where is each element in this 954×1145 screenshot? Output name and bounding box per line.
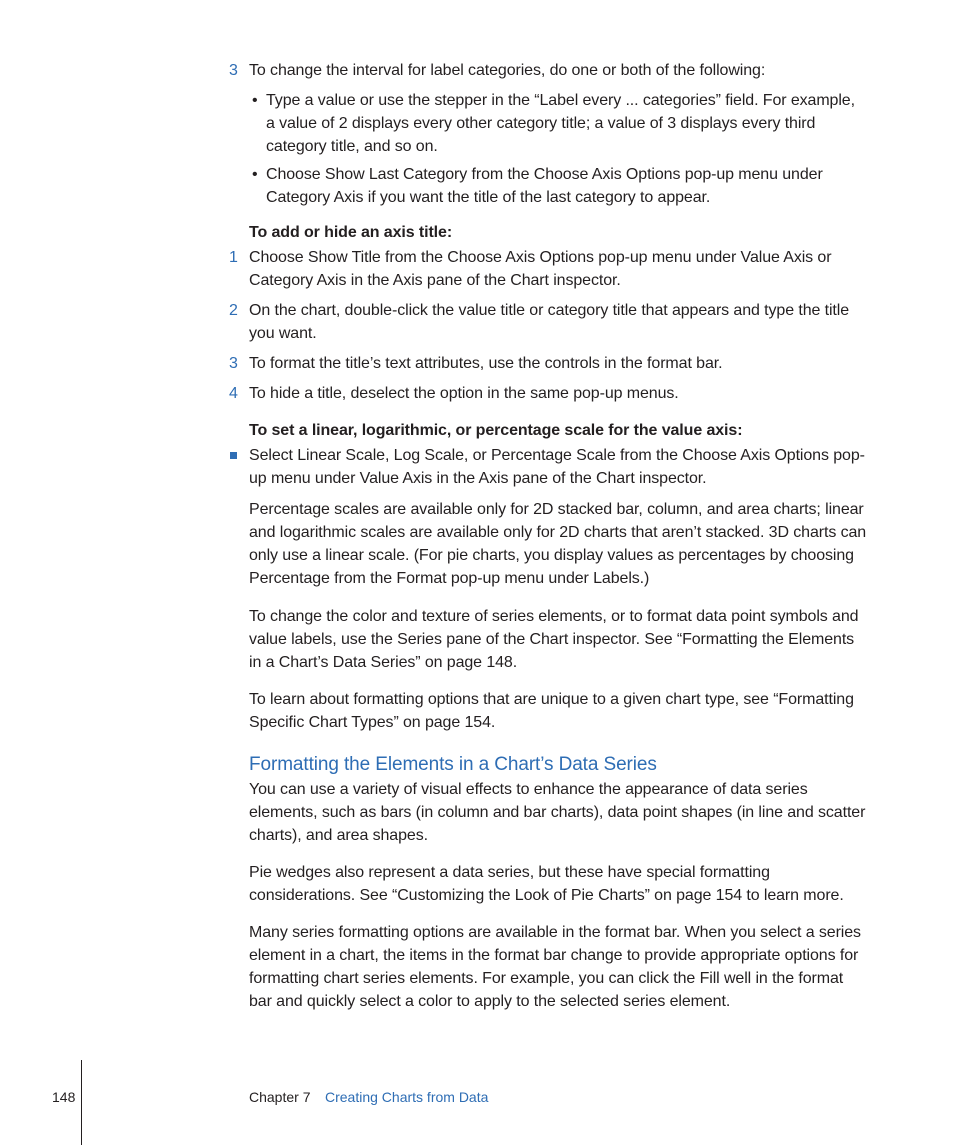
- paragraph: You can use a variety of visual effects to enhance the appearance of data series elements, such as bars (in column and bar charts), data point shapes (in line and scatter charts), and area shapes.: [249, 781, 866, 844]
- square-bullet-icon: [230, 452, 237, 459]
- step-number: 4: [229, 385, 238, 402]
- paragraph: Percentage scales are available only for 2D stacked bar, column, and area charts; linear and logarithmic scales are available only for 2D charts that aren’t stacked. 3D charts can only use a linear scale. (For pie charts, you display values as percentages by choosing Percentage from the Format pop-up menu under Labels.): [249, 501, 867, 587]
- page-number: 148: [52, 1089, 76, 1105]
- step-text: To hide a title, deselect the option in the same pop-up menus.: [249, 385, 679, 402]
- step-number: 3: [229, 62, 238, 79]
- section-title: Formatting the Elements in a Chart’s Data Series: [249, 754, 657, 775]
- step-text: On the chart, double-click the value title or category title that appears and type the title you want.: [249, 302, 850, 342]
- bullet-icon: •: [252, 166, 258, 183]
- paragraph: To learn about formatting options that are unique to a given chart type, see “Formatting Specific Chart Types” on page 154.: [249, 691, 854, 731]
- paragraph: Many series formatting options are available in the format bar. When you select a series element in a chart, the items in the format bar change to provide appropriate options for formatting chart series elements. For example, you can click the Fill well in the format bar and quickly select a color to apply to the selected series element.: [249, 924, 861, 1010]
- paragraph: To change the color and texture of series elements, or to format data point symbols and value labels, use the Series pane of the Chart inspector. See “Formatting the Elements in a Chart’s Data Series” on page 148.: [249, 608, 859, 671]
- bullet-icon: •: [252, 92, 258, 109]
- step-number: 1: [229, 249, 238, 266]
- task-heading: To add or hide an axis title:: [249, 224, 453, 241]
- chapter-title: Creating Charts from Data: [325, 1089, 489, 1105]
- step-text: To change the interval for label categories, do one or both of the following:: [249, 62, 766, 79]
- bullet-text: Choose Show Last Category from the Choose Axis Options pop-up menu under Category Axis if you want the title of the last category to appear.: [266, 166, 823, 206]
- step-text: Choose Show Title from the Choose Axis Options pop-up menu under Value Axis or Category Axis in the Axis pane of the Chart inspector.: [249, 249, 832, 289]
- step-number: 3: [229, 355, 238, 372]
- step-text: To format the title’s text attributes, use the controls in the format bar.: [249, 355, 723, 372]
- footer-divider: [81, 1060, 82, 1145]
- bullet-text: Type a value or use the stepper in the “Label every ... categories” field. For example, a value of 2 displays every other category title; a value of 3 displays every third category title, and so on.: [266, 92, 855, 155]
- step-text: Select Linear Scale, Log Scale, or Percentage Scale from the Choose Axis Options pop-up menu under Value Axis in the Axis pane of the Chart inspector.: [249, 447, 865, 487]
- step-number: 2: [229, 302, 238, 319]
- paragraph: Pie wedges also represent a data series, but these have special formatting considerations. See “Customizing the Look of Pie Charts” on page 154 to learn more.: [249, 864, 844, 904]
- chapter-label: Chapter 7: [249, 1089, 311, 1105]
- task-heading: To set a linear, logarithmic, or percentage scale for the value axis:: [249, 422, 743, 439]
